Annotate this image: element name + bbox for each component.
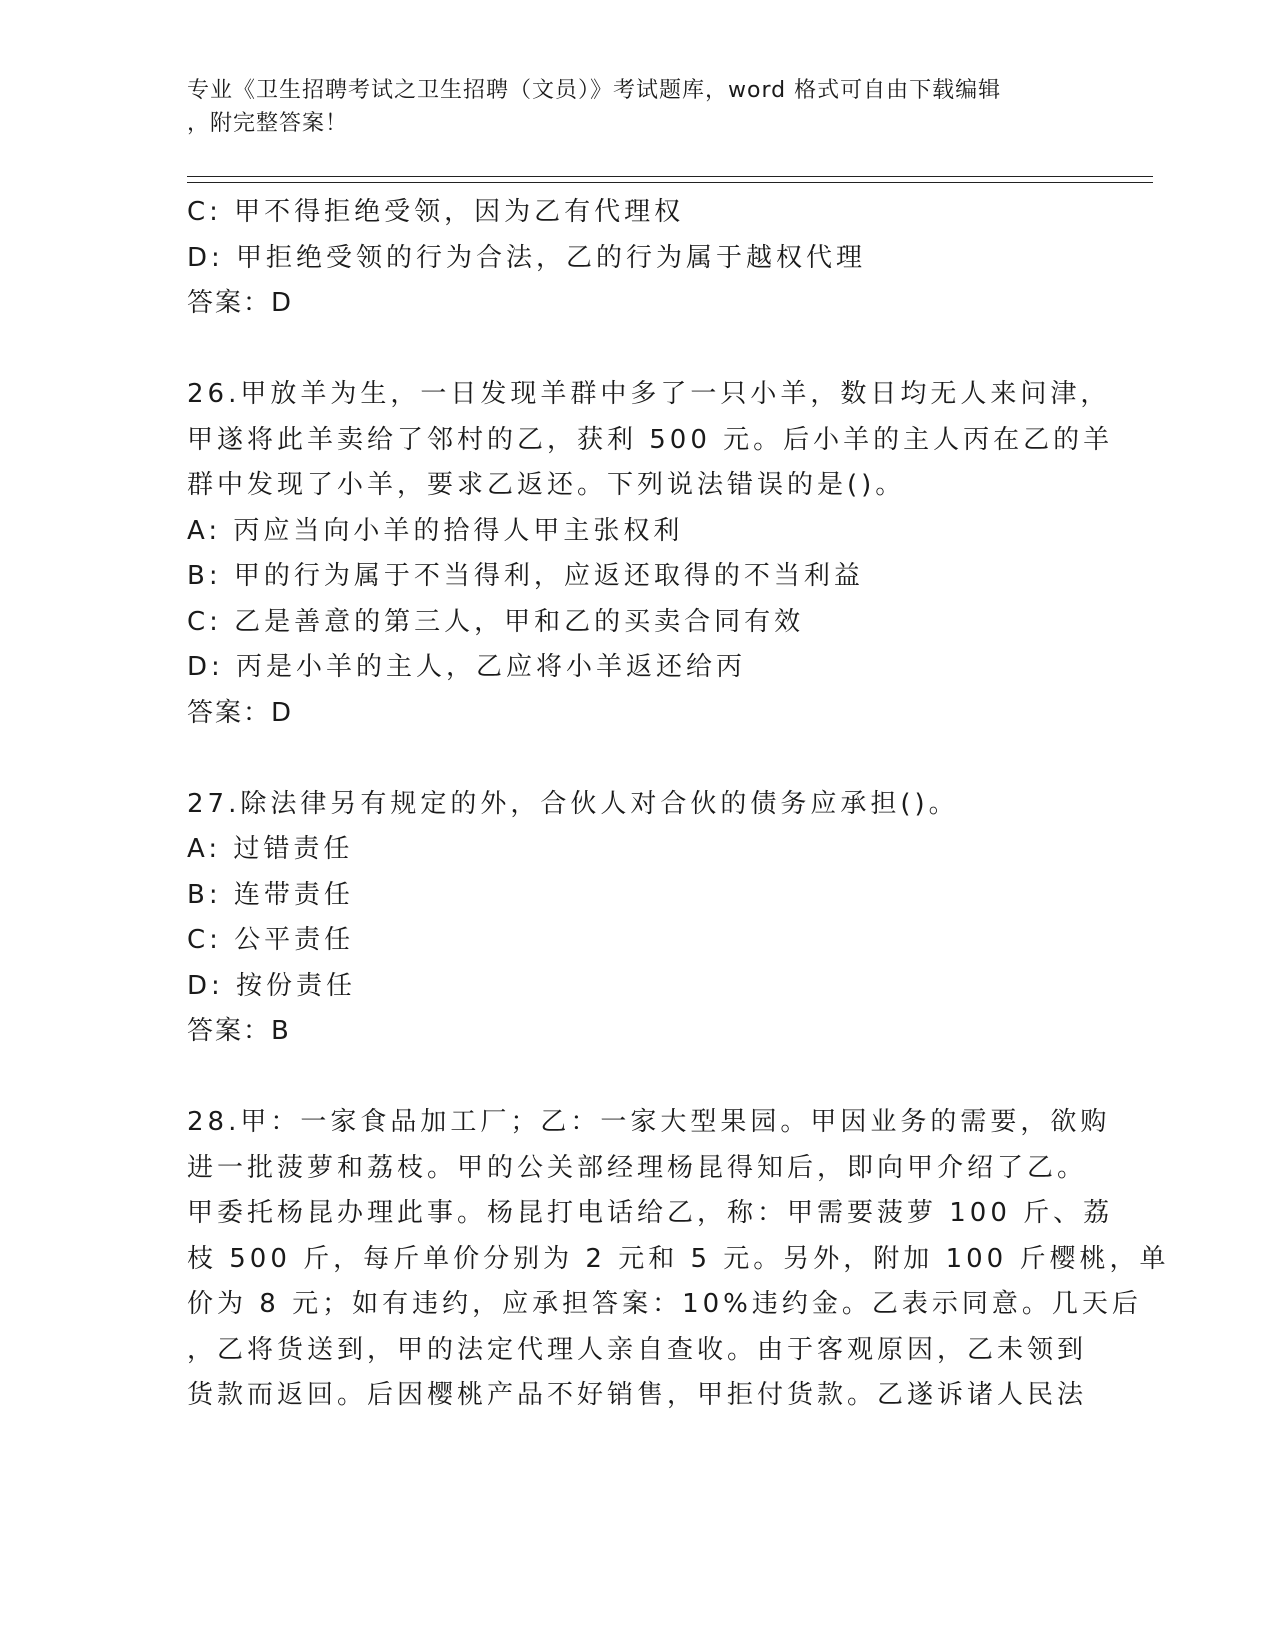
- page-header: [187, 74, 1087, 140]
- q26-stem-line-2: 甲遂将此羊卖给了邻村的乙，获利 500 元。后小羊的主人丙在乙的羊: [187, 424, 1114, 455]
- question-26: [187, 372, 1114, 736]
- question-27: [187, 782, 1087, 1055]
- q28-stem-line-7: 货款而返回。后因樱桃产品不好销售，甲拒付货款。乙遂诉诸人民法: [187, 1380, 1088, 1410]
- header-rule-top: [187, 176, 1153, 177]
- q28-stem-line-3: 甲委托杨昆办理此事。杨昆打电话给乙，称：甲需要菠萝 100 斤、荔: [187, 1198, 1114, 1228]
- q26-option-b: B: 甲的行为属于不当得利，应返还取得的不当利益: [187, 561, 864, 591]
- q28-stem-line-2: 进一批菠萝和荔枝。甲的公关部经理杨昆得知后，即向甲介绍了乙。: [187, 1152, 1088, 1183]
- q25-answer: 答案：D: [187, 288, 294, 318]
- header-title-line-1: 专业《卫生招聘考试之卫生招聘（文员）》考试题库，word 格式可自由下载编辑: [187, 78, 1002, 103]
- q28-stem-line-4: 枝 500 斤，每斤单价分别为 2 元和 5 元。另外，附加 100 斤樱桃，单: [187, 1243, 1170, 1274]
- header-rule-bottom: [187, 182, 1153, 183]
- q26-stem-line-1: 26.甲放羊为生，一日发现羊群中多了一只小羊，数日均无人来问津，: [187, 379, 1111, 409]
- q28-stem-line-6: ，乙将货送到，甲的法定代理人亲自查收。由于客观原因，乙未领到: [187, 1334, 1088, 1365]
- q27-option-a: A: 过错责任: [187, 834, 354, 864]
- spacer: [187, 736, 1087, 782]
- q26-option-d: D: 丙是小羊的主人，乙应将小羊返还给丙: [187, 652, 747, 682]
- q27-option-b: B: 连带责任: [187, 879, 354, 910]
- q28-stem-line-1: 28.甲：一家食品加工厂；乙：一家大型果园。甲因业务的需要，欲购: [187, 1107, 1111, 1137]
- q25-option-c: C: 甲不得拒绝受领，因为乙有代理权: [187, 197, 685, 227]
- q27-option-d: D: 按份责任: [187, 970, 357, 1001]
- q27-stem: 27.除法律另有规定的外，合伙人对合伙的债务应承担()。: [187, 788, 959, 819]
- q27-answer: 答案：B: [187, 1016, 291, 1046]
- question-25-tail: [187, 190, 1087, 327]
- spacer: [187, 1055, 1087, 1101]
- q27-option-c: C: 公平责任: [187, 925, 355, 955]
- q26-answer: 答案：D: [187, 697, 294, 728]
- q26-option-a: A: 丙应当向小羊的拾得人甲主张权利: [187, 515, 684, 546]
- q25-option-d: D: 甲拒绝受领的行为合法，乙的行为属于越权代理: [187, 242, 867, 273]
- question-content: [187, 190, 1170, 1419]
- q26-option-c: C: 乙是善意的第三人，甲和乙的买卖合同有效: [187, 606, 805, 637]
- q28-stem-line-5: 价为 8 元；如有违约，应承担答案：10%违约金。乙表示同意。几天后: [187, 1289, 1142, 1319]
- q26-stem-line-3: 群中发现了小羊，要求乙返还。下列说法错误的是()。: [187, 470, 906, 500]
- header-title-line-2: ，附完整答案！: [187, 111, 349, 136]
- question-28: [187, 1100, 1170, 1419]
- spacer: [187, 327, 1087, 373]
